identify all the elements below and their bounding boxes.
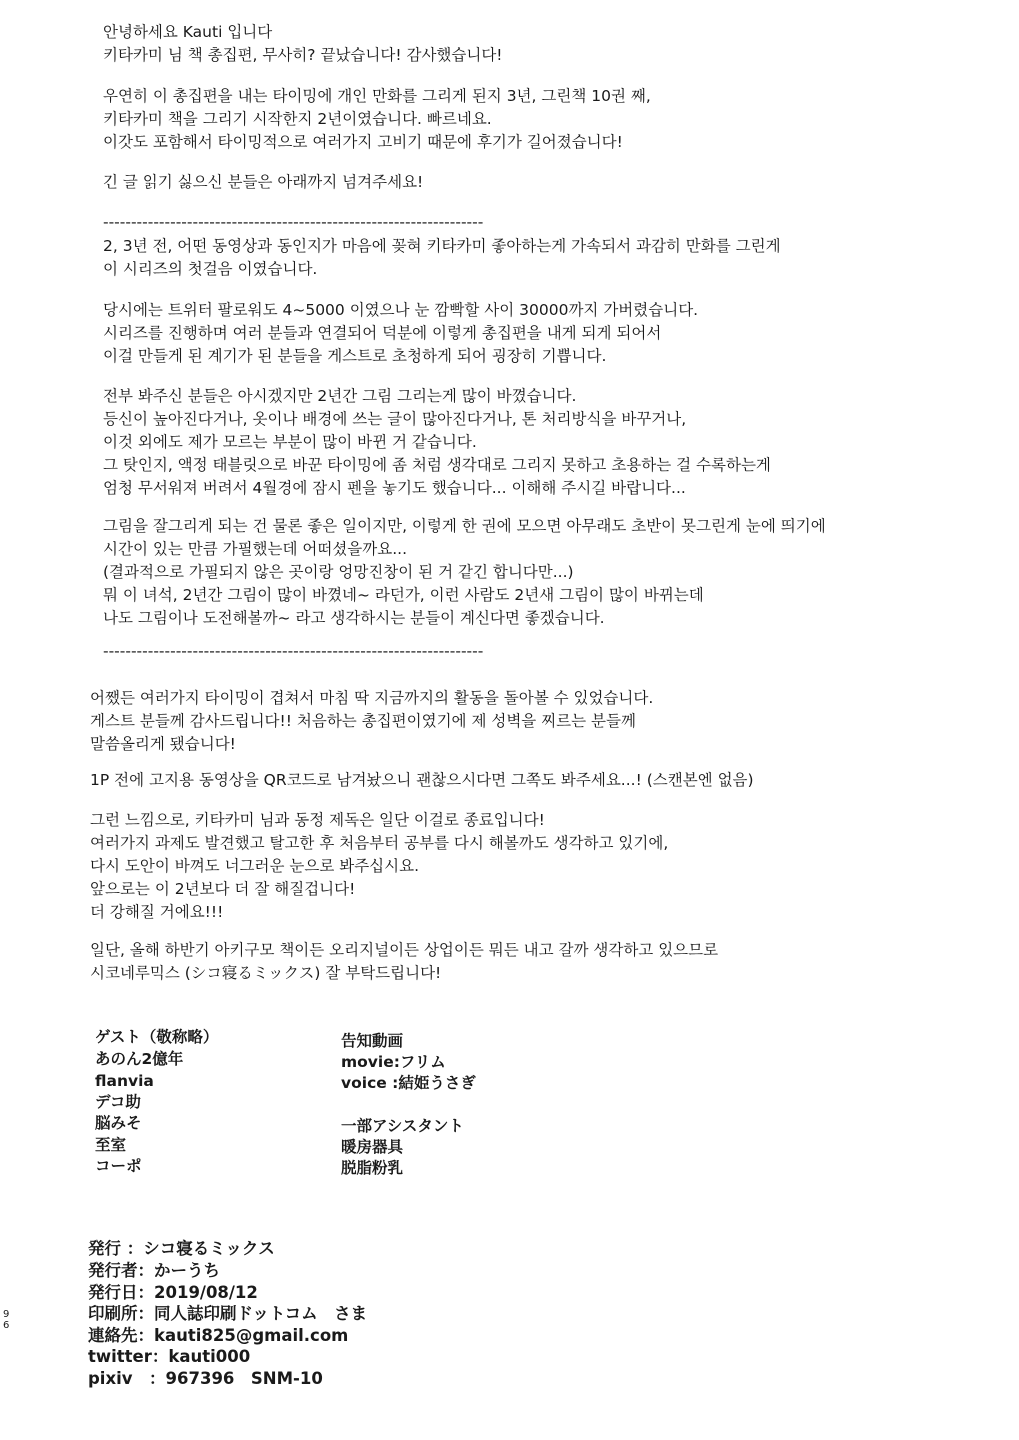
colophon-twitter: twitter：kauti000 [88, 1347, 251, 1366]
middle-line: 이것 외에도 제가 모르는 부분이 많이 바뀐 거 같습니다. [103, 433, 477, 451]
middle-line: 등신이 높아진다거나, 옷이나 배경에 쓰는 글이 많아진다거나, 톤 처리방식을 바꾸거나, [103, 410, 687, 428]
colophon-publisher: 発行 ：シコ寝るミックス [88, 1239, 275, 1258]
middle-line: 엄청 무서워져 버려서 4월경에 잠시 펜을 놓기도 했습니다... 이해해 주시길 바랍니다... [103, 479, 686, 497]
assistant-name: 脱脂粉乳 [341, 1159, 404, 1177]
middle-line: 나도 그림이나 도전해볼까~ 라고 생각하시는 분들이 계신다면 좋겠습니다. [103, 609, 605, 627]
intro-line: 이갓도 포함해서 타이밍적으로 여러가지 고비기 때문에 후기가 길어졌습니다! [103, 133, 623, 151]
colophon-contact: 連絡先：kauti825@gmail.com [88, 1326, 349, 1345]
guests-heading: ゲスト（敬称略） [95, 1028, 219, 1046]
colophon-printer: 印刷所：同人誌印刷ドットコム さま [88, 1304, 368, 1323]
assistant-name: 暖房器具 [341, 1138, 404, 1156]
intro-line: 긴 글 읽기 싫으신 분들은 아래까지 넘겨주세요! [103, 173, 424, 191]
guest-name: 脳みそ [95, 1114, 142, 1132]
divider-bottom: -------------------------------------------------------------------- [103, 642, 484, 660]
closing-line: 게스트 분들께 감사드립니다!! 처음하는 총집편이였기에 제 성벽을 찌르는 분들께 [90, 712, 636, 730]
guest-name: 至室 [95, 1136, 127, 1154]
closing-line: 여러가지 과제도 발견했고 탈고한 후 처음부터 공부를 다시 해볼까도 생각하고 있기에, [90, 834, 669, 852]
closing-line: 1P 전에 고지용 동영상을 QR코드로 남겨놨으니 괜찮으시다면 그쪽도 봐주세요...! (스캔본엔 없음) [90, 771, 754, 789]
intro-line: 키타카미 책을 그리기 시작한지 2년이였습니다. 빠르네요. [103, 110, 492, 128]
intro-line: 우연히 이 총집편을 내는 타이밍에 개인 만화를 그리게 된지 3년, 그린책 10권 째, [103, 87, 651, 105]
colophon-pixiv: pixiv ：967396 SNM-10 [88, 1369, 323, 1388]
page-number-digit: 6 [3, 1320, 10, 1331]
assistants-heading: 一部アシスタント [341, 1117, 464, 1135]
closing-line: 어쨌든 여러가지 타이밍이 겹쳐서 마침 딱 지금까지의 활동을 돌아볼 수 있었습니다. [90, 689, 654, 707]
middle-line: 전부 봐주신 분들은 아시겠지만 2년간 그림 그리는게 많이 바꼈습니다. [103, 387, 577, 405]
closing-line: 다시 도안이 바껴도 너그러운 눈으로 봐주십시요. [90, 857, 420, 875]
closing-line: 말씀올리게 됐습니다! [90, 735, 236, 753]
closing-line: 일단, 올해 하반기 아키구모 책이든 오리지널이든 상업이든 뭐든 내고 갈까 생각하고 있으므로 [90, 941, 719, 959]
closing-line: 그런 느낌으로, 키타카미 님과 동정 제독은 일단 이걸로 종료입니다! [90, 811, 545, 829]
video-credit: movie:フリム [341, 1053, 446, 1071]
middle-line: 그 탓인지, 액정 태블릿으로 바꾼 타이밍에 좀 처럼 생각대로 그리지 못하고 초용하는 걸 수록하는게 [103, 456, 771, 474]
middle-line: (결과적으로 가필되지 않은 곳이랑 엉망진창이 된 거 같긴 합니다만...) [103, 563, 574, 581]
middle-line: 시간이 있는 만큼 가필했는데 어떠셨을까요... [103, 540, 408, 558]
divider-top: -------------------------------------------------------------------- [103, 213, 484, 231]
intro-line: 안녕하세요 Kauti 입니다 [103, 23, 273, 41]
colophon-date: 発行日：2019/08/12 [88, 1283, 258, 1302]
closing-line: 시코네루믹스 (シコ寝るミックス) 잘 부탁드립니다! [90, 964, 442, 982]
middle-line: 2, 3년 전, 어떤 동영상과 동인지가 마음에 꽂혀 키타카미 좋아하는게 가속되서 과감히 만화를 그린게 [103, 237, 781, 255]
intro-line: 키타카미 님 책 총집편, 무사히? 끝났습니다! 감사했습니다! [103, 46, 503, 64]
colophon-issuer: 発行者：かーうち [88, 1261, 220, 1280]
guest-name: デコ助 [95, 1093, 141, 1111]
guest-name: コーポ [95, 1157, 142, 1175]
middle-line: 그림을 잘그리게 되는 건 물론 좋은 일이지만, 이렇게 한 권에 모으면 아무래도 초반이 못그린게 눈에 띄기에 [103, 517, 826, 535]
closing-line: 더 강해질 거에요!!! [90, 903, 224, 921]
middle-line: 이걸 만들게 된 계기가 된 분들을 게스트로 초청하게 되어 굉장히 기쁩니다. [103, 347, 607, 365]
page-number-digit: 9 [3, 1309, 10, 1320]
video-credit: voice :結姫うさぎ [341, 1074, 476, 1092]
video-heading: 告知動画 [341, 1032, 404, 1050]
middle-line: 뭐 이 녀석, 2년간 그림이 많이 바꼈네~ 라던가, 이런 사람도 2년새 그림이 많이 바뀌는데 [103, 586, 704, 604]
middle-line: 시리즈를 진행하며 여러 분들과 연결되어 덕분에 이렇게 총집편을 내게 되게 되어서 [103, 324, 662, 342]
middle-line: 이 시리즈의 첫걸음 이였습니다. [103, 260, 318, 278]
closing-line: 앞으로는 이 2년보다 더 잘 해질겁니다! [90, 880, 356, 898]
middle-line: 당시에는 트위터 팔로워도 4~5000 이였으나 눈 깜빡할 사이 30000까지 가버렸습니다. [103, 301, 699, 319]
guest-name: あのん2億年 [95, 1050, 184, 1068]
guest-name: flanvia [95, 1072, 154, 1090]
